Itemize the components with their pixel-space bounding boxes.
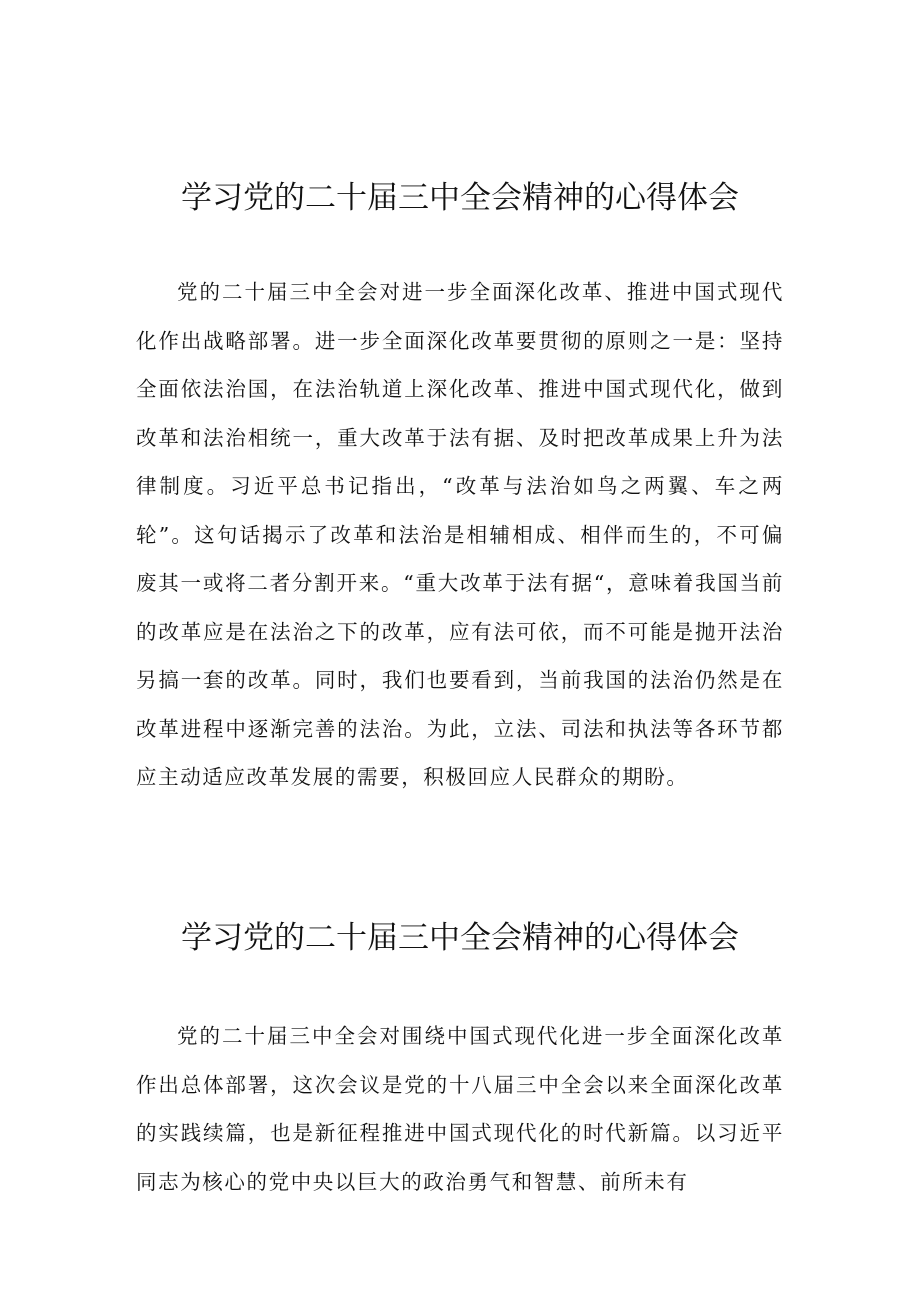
essay-section-2 xyxy=(136,910,784,1206)
section-paragraph: 党的二十届三中全会对进一步全面深化改革、推进中国式现代化作出战略部署。进一步全面深化改革要贯彻的原则之一是：坚持全面依法治国，在法治轨道上深化改革、推进中国式现代化，做到改革和法治相统一，重大改革于法有据、及时把改革成果上升为法律制度。习近平总书记指出，“改革与法治如鸟之两翼、车之两轮”。这句话揭示了改革和法治是相辅相成、相伴而生的，不可偏废其一或将二者分割开来。“重大改革于法有据“，意味着我国当前的改革应是在法治之下的改革，应有法可依，而不可能是抛开法治另搞一套的改革。同时，我们也要看到，当前我国的法治仍然是在改革进程中逐渐完善的法治。为此，立法、司法和执法等各环节都应主动适应改革发展的需要，积极回应人民群众的期盼。 xyxy=(136,280,784,789)
section-paragraph: 党的二十届三中全会对围绕中国式现代化进一步全面深化改革作出总体部署，这次会议是党的十八届三中全会以来全面深化改革的实践续篇，也是新征程推进中国式现代化的时代新篇。以习近平同志为核心的党中央以巨大的政治勇气和智慧、前所未有 xyxy=(136,1024,784,1194)
section-title: 学习党的二十届三中全会精神的心得体会 xyxy=(181,920,739,956)
essay-section-1 xyxy=(136,170,784,802)
section-title: 学习党的二十届三中全会精神的心得体会 xyxy=(181,180,739,216)
